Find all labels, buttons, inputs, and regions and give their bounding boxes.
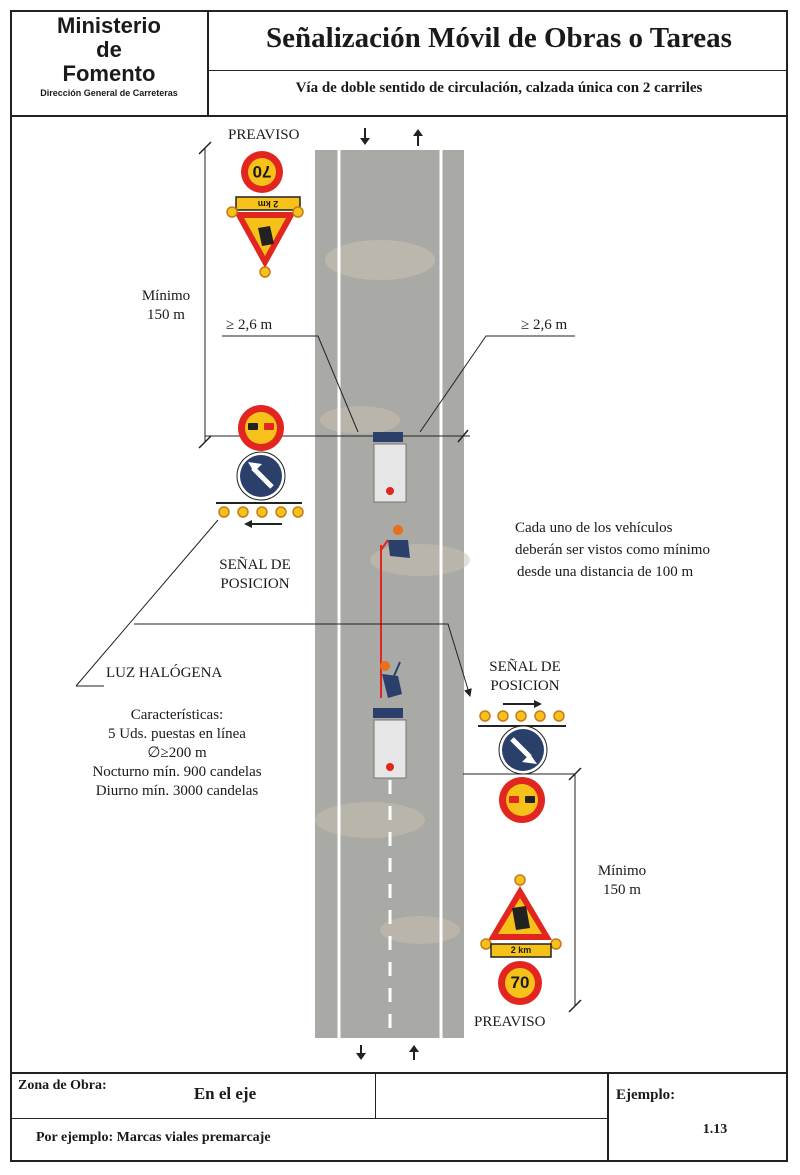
down-arrow-icon: [360, 128, 370, 145]
min-top-line2: 150 m: [147, 307, 185, 323]
preaviso-top-label: PREAVISO: [228, 127, 300, 143]
ministry-line1: Ministerio: [57, 13, 161, 38]
visibility-note: [512, 517, 710, 583]
road-texture: [325, 240, 435, 280]
arrow-right-icon: [503, 700, 542, 708]
warning-light-icon: [219, 507, 229, 517]
page-title: Señalización Móvil de Obras o Tareas: [266, 22, 732, 54]
road-texture: [370, 544, 470, 576]
warning-light-icon: [481, 939, 491, 949]
ministry-sub: Dirección General de Carreteras: [40, 88, 178, 98]
min-top-line1: Mínimo: [141, 288, 191, 304]
warning-light-icon: [257, 507, 267, 517]
speed-value-bottom: 70: [510, 973, 530, 992]
senal-posicion-left: [200, 556, 310, 594]
dist-left-label: ≥ 2,6 m: [226, 317, 273, 333]
car-line4: Diurno mín. 3000 candelas: [95, 783, 259, 799]
warning-light-icon: [260, 267, 270, 277]
min-distance-bottom: [582, 862, 662, 900]
warning-light-icon: [498, 711, 508, 721]
car-line2: ∅≥200 m: [147, 745, 207, 761]
senal-left-line2: POSICION: [220, 576, 290, 592]
min-bottom-line1: Mínimo: [597, 863, 647, 879]
ejemplo-value: 1.13: [702, 1122, 728, 1137]
road-texture: [380, 916, 460, 944]
warning-light-icon: [554, 711, 564, 721]
keep-left-sign: [237, 452, 285, 500]
note-line2: deberán ser vistos como mínimo: [515, 542, 710, 558]
note-line1: Cada uno de los vehículos: [515, 520, 673, 536]
zona-label: Zona de Obra:: [18, 1078, 107, 1093]
works-warning-sign-bottom: [488, 886, 552, 940]
dist-right-label: ≥ 2,6 m: [521, 317, 568, 333]
no-overtaking-sign-left: [238, 405, 284, 451]
zona-value: En el eje: [193, 1084, 257, 1103]
down-arrow-icon: [356, 1045, 366, 1060]
senal-posicion-right: [470, 658, 580, 696]
luz-halogena-label: LUZ HALÓGENA: [106, 665, 223, 681]
no-overtaking-sign-right: [499, 777, 545, 823]
ministry-line2: de: [96, 37, 122, 62]
road-texture: [315, 802, 425, 838]
speed-value-top: 70: [252, 162, 272, 181]
works-warning-sign-top: [234, 212, 296, 268]
warning-light-icon: [276, 507, 286, 517]
note-line3: desde una distancia de 100 m: [517, 564, 694, 580]
leader-line-halogen: [76, 520, 218, 686]
ejemplo-label: Ejemplo:: [616, 1087, 676, 1103]
up-arrow-icon: [413, 129, 423, 146]
warning-light-icon: [516, 711, 526, 721]
car-line1: 5 Uds. puestas en línea: [108, 726, 246, 742]
por-ejemplo-text: Por ejemplo: Marcas viales premarcaje: [36, 1130, 271, 1145]
up-arrow-icon: [409, 1045, 419, 1060]
road-texture: [320, 406, 400, 434]
car-title: Características:: [130, 707, 224, 723]
min-distance-top: [126, 287, 206, 325]
halogen-characteristics: [82, 706, 272, 801]
km-label-top: 2 km: [257, 199, 279, 209]
page-subtitle: Vía de doble sentido de circulación, calzada única con 2 carriles: [295, 80, 703, 96]
ministry-line3: Fomento: [62, 61, 156, 86]
min-bottom-line2: 150 m: [603, 882, 641, 898]
km-label-bottom: 2 km: [510, 945, 532, 955]
senal-right-line2: POSICION: [490, 678, 560, 694]
preaviso-bottom-label: PREAVISO: [474, 1014, 546, 1030]
warning-light-icon: [293, 507, 303, 517]
car-line3: Nocturno mín. 900 candelas: [92, 764, 262, 780]
warning-light-icon: [515, 875, 525, 885]
warning-light-icon: [551, 939, 561, 949]
warning-light-icon: [535, 711, 545, 721]
senal-right-line1: SEÑAL DE: [489, 659, 561, 675]
warning-light-icon: [238, 507, 248, 517]
warning-light-icon: [480, 711, 490, 721]
keep-right-sign: [499, 726, 547, 774]
senal-left-line1: SEÑAL DE: [219, 557, 291, 573]
arrow-left-icon: [244, 520, 282, 528]
